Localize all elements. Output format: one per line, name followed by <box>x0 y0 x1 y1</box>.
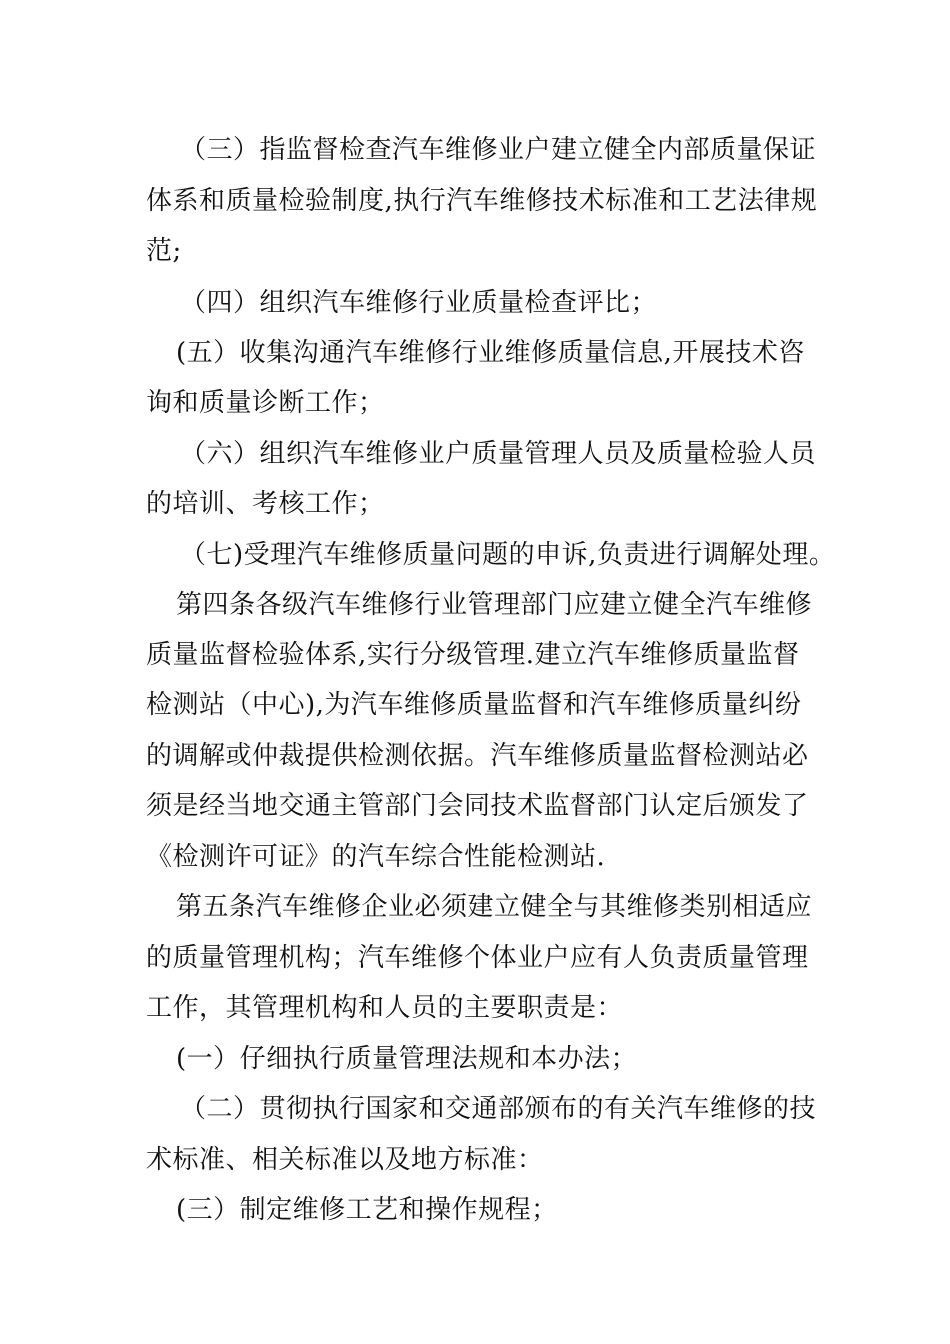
text-line: （三）指监督检查汽车维修业户建立健全内部质量保证 <box>180 135 817 165</box>
text-line: 体系和质量检验制度,执行汽车维修技术标准和工艺法律规 <box>146 186 818 216</box>
text-line: （七)受理汽车维修质量问题的申诉,负责进行调解处理。 <box>180 540 836 570</box>
text-line: 检测站（中心),为汽车维修质量监督和汽车维修质量纠纷 <box>146 690 802 720</box>
text-line: 工作，其管理机构和人员的主要职责是： <box>146 993 624 1023</box>
text-line: 询和质量诊断工作； <box>146 388 385 418</box>
text-line: （二）贯彻执行国家和交通部颁布的有关汽车维修的技 <box>180 1094 817 1124</box>
text-line: 的质量管理机构；汽车维修个体业户应有人负责质量管理 <box>146 943 809 973</box>
text-line: 第四条各级汽车维修行业管理部门应建立健全汽车维修 <box>176 590 813 620</box>
text-line: 质量监督检验体系,实行分级管理.建立汽车维修质量监督 <box>146 640 800 670</box>
text-line: 的调解或仲裁提供检测依据。汽车维修质量监督检测站必 <box>146 741 809 771</box>
text-line: (一）仔细执行质量管理法规和本办法； <box>176 1044 638 1074</box>
text-line: 须是经当地交通主管部门会同技术监督部门认定后颁发了 <box>146 791 809 821</box>
text-line: (五）收集沟通汽车维修行业维修质量信息,开展技术咨 <box>176 338 805 368</box>
text-line: （四）组织汽车维修行业质量检查评比； <box>180 288 658 318</box>
text-line: 的培训、考核工作； <box>146 489 385 519</box>
text-line: (三）制定维修工艺和操作规程； <box>176 1195 558 1225</box>
text-line: 第五条汽车维修企业必须建立健全与其维修类别相适应 <box>176 892 813 922</box>
text-line: （六）组织汽车维修业户质量管理人员及质量检验人员 <box>180 439 817 469</box>
text-line: 《检测许可证》的汽车综合性能检测站. <box>146 842 606 872</box>
text-line: 术标准、相关标准以及地方标准： <box>146 1145 544 1175</box>
text-line: 范; <box>146 236 182 266</box>
